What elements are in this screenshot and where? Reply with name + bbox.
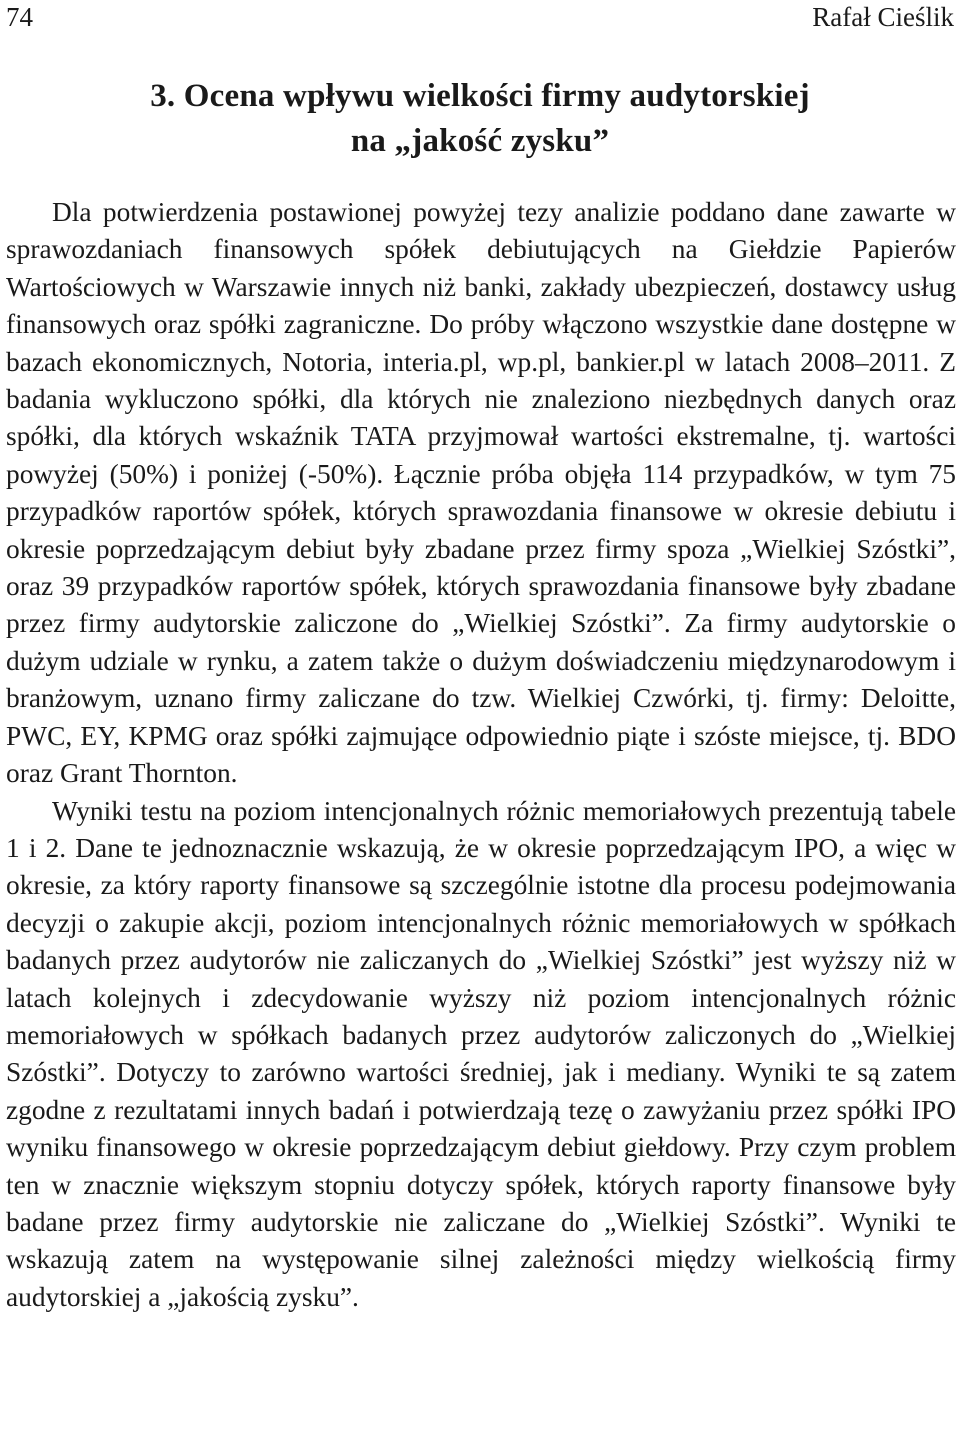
section-title-line-2: na „jakość zysku”	[350, 123, 610, 159]
paragraph-2: Wyniki testu na poziom intencjonalnych różnic memoriałowych prezentują tabele 1 i 2. Dane te jednoznacznie wskazują, że w okresie poprzedzającym IPO, a więc w okresie, za który raporty finansowe są szczególnie istotne dla procesu podejmowania decyzji o zakupie akcji, poziom intencjonalnych różnic memoriałowych w spółkach badanych przez audytorów nie zaliczanych do „Wielkiej Szóstki” jest wyższy niż w latach kolejnych i zdecydowanie wyższy niż poziom intencjonalnych różnic memoriałowych w spółkach badanych przez audytorów zaliczonych do „Wielkiej Szóstki”. Dotyczy to zarówno wartości średniej, jak i mediany. Wyniki te są zatem zgodne z rezultatami innych badań i potwierdzają tezę o zawyżaniu przez spółki IPO wyniku finansowego w okresie poprzedzającym debiut giełdowy. Przy czym problem ten w znacznie większym stopniu dotyczy spółek, których raporty finansowe były badane przez firmy audytorskie nie zaliczane do „Wielkiej Szóstki”. Wyniki te wskazują zatem na występowanie silnej zależności między wielkością firmy audytorskiej a „jakością zysku”.	[6, 795, 956, 1312]
body-text	[6, 194, 956, 1316]
running-header-author: Rafał Cieślik	[812, 2, 954, 32]
section-title-line-1: 3. Ocena wpływu wielkości firmy audytorskiej	[150, 78, 810, 114]
paragraph-1: Dla potwierdzenia postawionej powyżej tezy analizie poddano dane zawarte w sprawozdaniach finansowych spółek debiutujących na Giełdzie Papierów Wartościowych w Warszawie innych niż banki, zakłady ubezpieczeń, dostawcy usług finansowych oraz spółki zagraniczne. Do próby włączono wszystkie dane dostępne w bazach ekonomicznych, Notoria, interia.pl, wp.pl, bankier.pl w latach 2008–2011. Z badania wykluczono spółki, dla których nie znaleziono niezbędnych danych oraz spółki, dla których wskaźnik TATA przyjmował wartości ekstremalne, tj. wartości powyżej (50%) i poniżej (-50%). Łącznie próba objęła 114 przypadków, w tym 75 przypadków raportów spółek, których sprawozdania finansowe w okresie debiutu i okresie poprzedzającym debiut były zbadane przez firmy spoza „Wielkiej Szóstki”, oraz 39 przypadków raportów spółek, których sprawozdania finansowe były zbadane przez firmy audytorskie zaliczone do „Wielkiej Szóstki”. Za firmy audytorskie o dużym udziale w rynku, a zatem także o dużym doświadczeniu międzynarodowym i branżowym, uznano firmy zaliczane do tzw. Wielkiej Czwórki, tj. firmy: Deloitte, PWC, EY, KPMG oraz spółki zajmujące odpowiednio piąte i szóste miejsce, tj. BDO oraz Grant Thornton.	[6, 197, 956, 789]
page-number: 74	[6, 2, 33, 32]
section-title	[0, 74, 960, 164]
running-header	[6, 0, 954, 34]
